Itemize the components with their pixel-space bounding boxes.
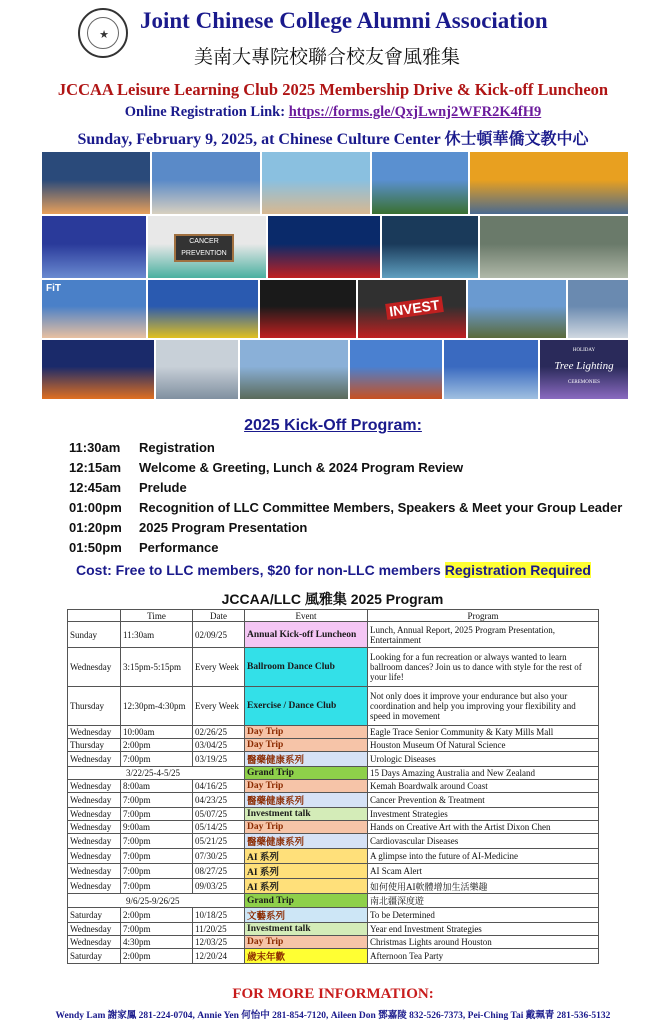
program-cell: Christmas Lights around Houston [368, 936, 599, 949]
fit-label: FiT [46, 283, 61, 294]
program-event: Welcome & Greeting, Lunch & 2024 Program Review [139, 460, 464, 475]
date-cell: 05/21/25 [193, 834, 245, 849]
table-row [68, 879, 599, 894]
autumn-trees-icon [470, 152, 628, 214]
event-cell: Annual Kick-off Luncheon [245, 622, 368, 648]
day-cell: Wednesday [68, 936, 121, 949]
time-cell: 7:00pm [121, 879, 193, 894]
table-row [68, 949, 599, 964]
date-cell: Every Week [193, 687, 245, 726]
date-range-cell: 3/22/25-4-5/25 [68, 767, 245, 780]
photo-collage [42, 152, 628, 399]
day-cell: Wednesday [68, 834, 121, 849]
table-row [68, 821, 599, 834]
building-lake-icon [240, 340, 348, 399]
event-cell: Grand Trip [245, 894, 368, 908]
program-cell: Eagle Trace Senior Community & Katy Mills Mall [368, 726, 599, 739]
program-cell: To be Determined [368, 908, 599, 923]
program-time: 01:00pm [69, 500, 122, 515]
date-cell: 03/19/25 [193, 752, 245, 767]
mountain-lake-icon [372, 152, 468, 214]
date-range-cell: 9/6/25-9/26/25 [68, 894, 245, 908]
org-name-chinese: 美南大專院校聯合校友會風雅集 [194, 46, 461, 68]
cost-line [76, 562, 591, 578]
time-cell: 4:30pm [121, 936, 193, 949]
schedule-table-wrap [67, 590, 598, 964]
red-rocks-icon [350, 340, 442, 399]
program-cell: Hands on Creative Art with the Artist Dixon Chen [368, 821, 599, 834]
sydney-opera-icon [152, 152, 260, 214]
time-cell: 2:00pm [121, 949, 193, 964]
anatomy-icon [42, 216, 146, 278]
program-time: 11:30am [69, 440, 121, 455]
day-cell: Wednesday [68, 821, 121, 834]
city-skyline-icon [42, 152, 150, 214]
program-title: 2025 Kick-Off Program: [244, 417, 422, 434]
table-row [68, 894, 599, 908]
day-cell: Thursday [68, 687, 121, 726]
day-cell: Wednesday [68, 849, 121, 864]
table-row [68, 780, 599, 793]
cancer-prevention-sign: CANCER PREVENTION [174, 234, 234, 262]
date-cell: 12/20/24 [193, 949, 245, 964]
day-cell: Wednesday [68, 793, 121, 808]
program-cell: Afternoon Tea Party [368, 949, 599, 964]
date-cell: 11/20/25 [193, 923, 245, 936]
date-cell: 10/18/25 [193, 908, 245, 923]
invest-word: INVEST [385, 296, 443, 320]
ballroom-dance-icon [260, 280, 356, 338]
more-info-heading: FOR MORE INFORMATION: [232, 986, 434, 1002]
table-row [68, 752, 599, 767]
fitness-icon [42, 280, 146, 338]
event-cell: Day Trip [245, 780, 368, 793]
event-cell: 醫藥健康系列 [245, 834, 368, 849]
time-cell: 2:00pm [121, 739, 193, 752]
time-cell: 7:00pm [121, 834, 193, 849]
time-cell: 11:30am [121, 622, 193, 648]
program-cell: Cancer Prevention & Treatment [368, 793, 599, 808]
event-cell: Ballroom Dance Club [245, 648, 368, 687]
day-cell: Wednesday [68, 923, 121, 936]
table-row [68, 808, 599, 821]
program-time: 01:20pm [69, 520, 122, 535]
contact-line: Wendy Lam 謝家鳳 281-224-0704, Annie Yen 何怡中 281-854-7120, Aileen Don 鄧嘉陵 832-526-7373, Pei-Ching Tai 戴珮青 281-536-5132 [55, 1011, 611, 1021]
table-row [68, 923, 599, 936]
landscape-icon [468, 280, 566, 338]
table-row [68, 793, 599, 808]
column-header [68, 610, 121, 622]
date-cell: 02/09/25 [193, 622, 245, 648]
time-cell: 2:00pm [121, 908, 193, 923]
header [0, 0, 666, 70]
program-cell: A glimpse into the future of AI-Medicine [368, 849, 599, 864]
table-row [68, 648, 599, 687]
program-event: Prelude [139, 480, 187, 495]
day-cell: Wednesday [68, 752, 121, 767]
event-date-line: Sunday, February 9, 2025, at Chinese Culture Center 休士頓華僑文教中心 [77, 131, 589, 148]
sculpture-icon [156, 340, 238, 399]
cancer-prevention-icon [148, 216, 266, 278]
table-row [68, 622, 599, 648]
program-cell: Houston Museum Of Natural Science [368, 739, 599, 752]
time-cell: 7:00pm [121, 808, 193, 821]
snow-mountain-icon [568, 280, 628, 338]
event-cell: 歲末年歡 [245, 949, 368, 964]
date-cell: 08/27/25 [193, 864, 245, 879]
invest-words-icon [358, 280, 466, 338]
table-row [68, 739, 599, 752]
day-cell: Wednesday [68, 726, 121, 739]
org-name: Joint Chinese College Alumni Association [140, 8, 548, 33]
cost-text: Cost: Free to LLC members, $20 for non-LLC members [76, 562, 445, 578]
day-cell: Wednesday [68, 780, 121, 793]
time-cell: 9:00am [121, 821, 193, 834]
event-cell: Grand Trip [245, 767, 368, 780]
program-cell: AI Scam Alert [368, 864, 599, 879]
program-cell: Not only does it improve your endurance but also your coordination and help you improving your flexibility and speed in movement [368, 687, 599, 726]
program-cell: Kemah Boardwalk around Coast [368, 780, 599, 793]
event-cell: AI 系列 [245, 864, 368, 879]
date-cell: 04/16/25 [193, 780, 245, 793]
day-cell: Thursday [68, 739, 121, 752]
program-event: Performance [139, 540, 219, 555]
program-cell: Cardiovascular Diseases [368, 834, 599, 849]
table-row [68, 687, 599, 726]
table-row [68, 849, 599, 864]
day-cell: Wednesday [68, 879, 121, 894]
coast-icon [444, 340, 538, 399]
day-cell: Wednesday [68, 648, 121, 687]
table-row [68, 936, 599, 949]
program-event: Recognition of LLC Committee Members, Speakers & Meet your Group Leader [139, 500, 623, 515]
event-cell: Investment talk [245, 923, 368, 936]
program-cell: Investment Strategies [368, 808, 599, 821]
event-cell: Day Trip [245, 821, 368, 834]
program-cell: Year end Investment Strategies [368, 923, 599, 936]
time-cell: 8:00am [121, 780, 193, 793]
column-header: Event [245, 610, 368, 622]
registration-required-badge: Registration Required [444, 562, 591, 578]
column-header: Time [121, 610, 193, 622]
program-cell: 15 Days Amazing Australia and New Zealand [368, 767, 599, 780]
event-cell: AI 系列 [245, 879, 368, 894]
headline: JCCAA Leisure Learning Club 2025 Membership Drive & Kick-off Luncheon [57, 80, 609, 99]
table-row [68, 726, 599, 739]
date-cell: 03/04/25 [193, 739, 245, 752]
column-header: Date [193, 610, 245, 622]
table-row [68, 908, 599, 923]
time-cell: 7:00pm [121, 923, 193, 936]
schedule-table [67, 609, 599, 964]
program-cell: Lunch, Annual Report, 2025 Program Presentation, Entertainment [368, 622, 599, 648]
time-cell: 7:00pm [121, 864, 193, 879]
date-cell: 04/23/25 [193, 793, 245, 808]
date-cell: 05/07/25 [193, 808, 245, 821]
event-cell: 醫藥健康系列 [245, 793, 368, 808]
time-cell: 7:00pm [121, 752, 193, 767]
event-cell: AI 系列 [245, 849, 368, 864]
date-cell: 12/03/25 [193, 936, 245, 949]
time-cell: 7:00pm [121, 849, 193, 864]
event-cell: Exercise / Dance Club [245, 687, 368, 726]
day-cell: Wednesday [68, 808, 121, 821]
event-cell: Investment talk [245, 808, 368, 821]
program-cell: 南北疆深度遊 [368, 894, 599, 908]
program-cell: 如何使用AI軟體增加生活樂趣 [368, 879, 599, 894]
column-header: Program [368, 610, 599, 622]
event-cell: Day Trip [245, 936, 368, 949]
program-time: 12:45am [69, 480, 122, 495]
date-cell: 05/14/25 [193, 821, 245, 834]
program-time: 12:15am [69, 460, 122, 475]
ai-tech-icon [382, 216, 478, 278]
schedule-title: JCCAA/LLC 風雅集 2025 Program [221, 591, 444, 607]
time-cell: 7:00pm [121, 793, 193, 808]
registration-link[interactable]: https://forms.gle/QxjLwnj2WFR2K4fH9 [288, 104, 542, 120]
day-cell: Wednesday [68, 864, 121, 879]
date-cell: 09/03/25 [193, 879, 245, 894]
program-time: 01:50pm [69, 540, 122, 555]
program-cell: Urologic Diseases [368, 752, 599, 767]
dance-crowd-icon [148, 280, 258, 338]
day-cell: Sunday [68, 622, 121, 648]
table-row [68, 767, 599, 780]
time-cell: 10:00am [121, 726, 193, 739]
kangaroo-icon [262, 152, 370, 214]
event-cell: Day Trip [245, 739, 368, 752]
tree-lighting-text-3: CEREMONIES [568, 380, 600, 385]
day-cell: Saturday [68, 908, 121, 923]
program-event: 2025 Program Presentation [139, 520, 308, 535]
date-cell: Every Week [193, 648, 245, 687]
event-cell: 醫藥健康系列 [245, 752, 368, 767]
day-cell: Saturday [68, 949, 121, 964]
date-cell: 07/30/25 [193, 849, 245, 864]
registration-line [0, 104, 666, 121]
tree-lighting-icon [540, 340, 628, 399]
tree-lighting-text-2: Tree Lighting [554, 360, 614, 372]
ferris-wheel-icon [42, 340, 154, 399]
tree-lighting-text-1: HOLIDAY [572, 348, 596, 353]
event-cell: 文藝系列 [245, 908, 368, 923]
date-cell: 02/26/25 [193, 726, 245, 739]
event-cell: Day Trip [245, 726, 368, 739]
aerial-terrain-icon [480, 216, 628, 278]
heart-icon [268, 216, 380, 278]
table-row [68, 834, 599, 849]
time-cell: 3:15pm-5:15pm [121, 648, 193, 687]
program-cell: Looking for a fun recreation or always wanted to learn ballroom dances? Join us to dance with style for the rest of your life! [368, 648, 599, 687]
time-cell: 12:30pm-4:30pm [121, 687, 193, 726]
program-event: Registration [139, 440, 215, 455]
association-logo: ★ [78, 8, 128, 58]
registration-label: Online Registration Link: [124, 104, 286, 120]
table-row [68, 864, 599, 879]
